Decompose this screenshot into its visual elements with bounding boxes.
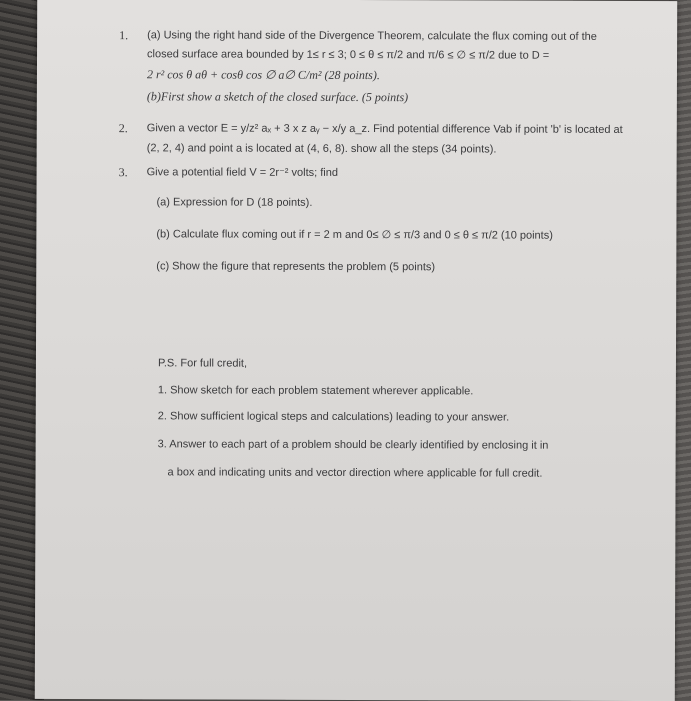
problem-number: 3. xyxy=(118,165,128,180)
problem-number: 1. xyxy=(119,28,129,43)
problem-line: (2, 2, 4) and point a is located at (4, 6, 8). show all the steps (34 points). xyxy=(146,142,497,156)
problem-line: closed surface area bounded by 1≤ r ≤ 3; 0 ≤ θ ≤ π/2 and π/6 ≤ ∅ ≤ π/2 due to D = xyxy=(147,48,550,62)
problem-number: 2. xyxy=(118,121,128,136)
note-item: 1. Show sketch for each problem statement wherever applicable. xyxy=(157,384,474,398)
note-item: 2. Show sufficient logical steps and calculations) leading to your answer. xyxy=(157,410,510,424)
problem-line: (c) Show the figure that represents the problem (5 points) xyxy=(156,260,436,274)
paper-sheet xyxy=(35,0,677,701)
problem-1 xyxy=(37,0,677,105)
problem-line: (a) Expression for D (18 points). xyxy=(156,196,313,209)
note-item: a box and indicating units and vector direction where applicable for full credit. xyxy=(167,466,543,480)
problem-line: (a) Using the right hand side of the Divergence Theorem, calculate the flux coming out of the xyxy=(147,29,597,43)
problem-line: Given a vector E = y/z² aₓ + 3 x z aᵧ − x/y a_z. Find potential difference Vab if point 'b' is located at xyxy=(146,122,623,136)
problem-line: (b)First show a sketch of the closed surface. (5 points) xyxy=(146,89,409,105)
notes-title: P.S. For full credit, xyxy=(157,357,248,370)
problem-line: Give a potential field V = 2r⁻² volts; find xyxy=(146,166,339,179)
problem-line: (b) Calculate flux coming out if r = 2 m and 0≤ ∅ ≤ π/3 and 0 ≤ θ ≤ π/2 (10 points) xyxy=(156,228,553,242)
note-item: 3. Answer to each part of a problem should be clearly identified by enclosing it in xyxy=(157,438,549,452)
problem-line: 2 r² cos θ aθ + cosθ cos ∅ a∅ C/m² (28 points). xyxy=(146,67,380,83)
